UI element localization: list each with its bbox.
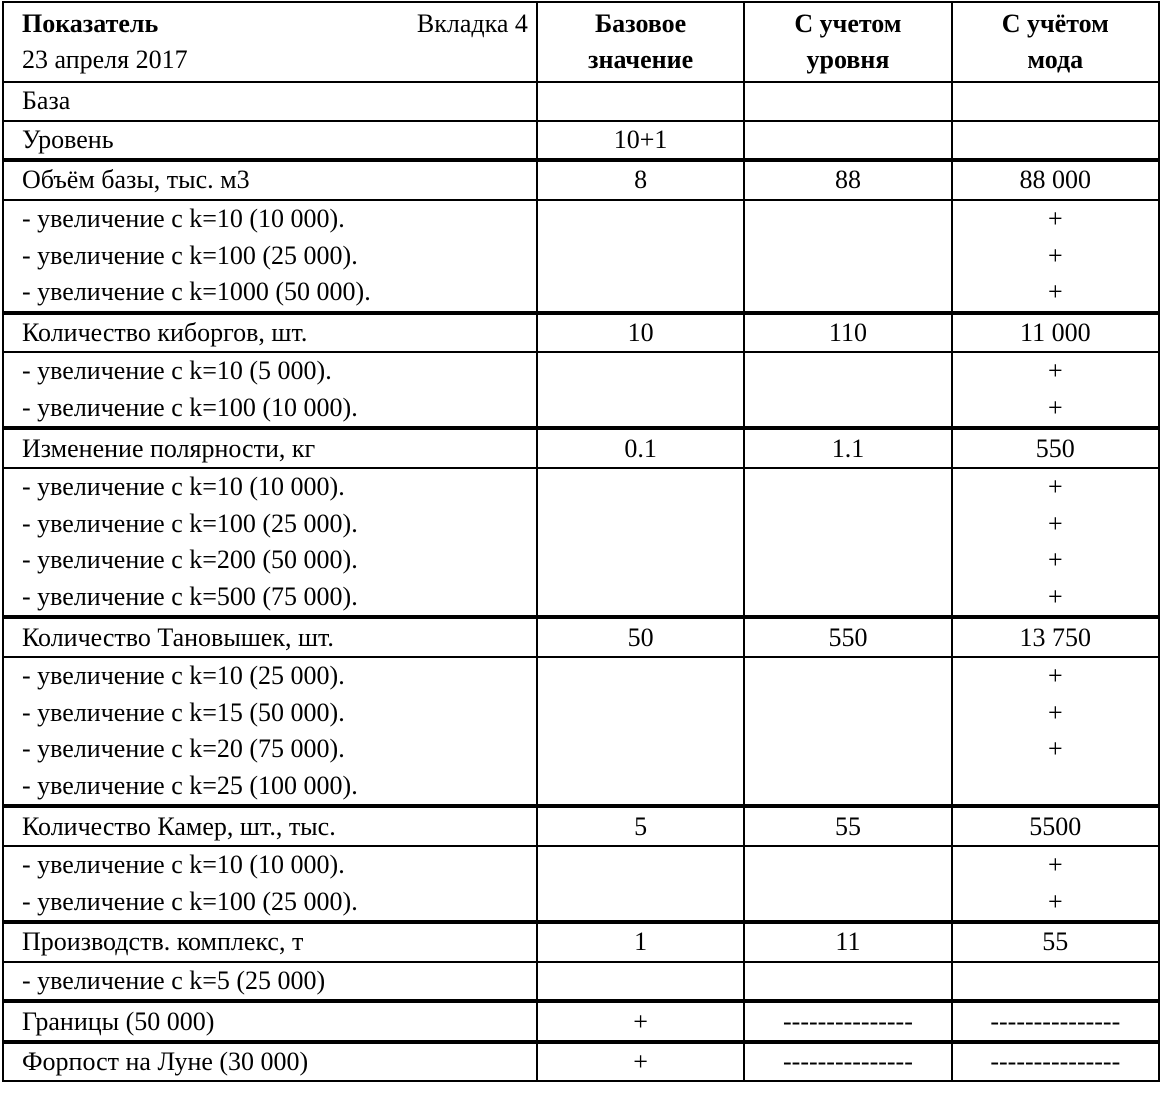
base-value-cell: + — [537, 1001, 744, 1042]
table-row — [3, 313, 1159, 353]
row-label: - увеличение с k=200 (50 000). — [3, 542, 537, 579]
row-label: - увеличение с k=100 (10 000). — [3, 390, 537, 429]
base-value-cell — [537, 468, 744, 506]
row-label: - увеличение с k=10 (25 000). — [3, 657, 537, 695]
level-value-cell: 110 — [744, 313, 951, 353]
mod-value-cell: 550 — [952, 428, 1159, 468]
level-value-cell — [744, 731, 951, 768]
row-label: Границы (50 000) — [3, 1001, 537, 1042]
row-label: Уровень — [3, 121, 537, 161]
table-row — [3, 274, 1159, 313]
level-value-cell — [744, 657, 951, 695]
row-label: - увеличение с k=1000 (50 000). — [3, 274, 537, 313]
level-value-cell — [744, 579, 951, 618]
header-date: 23 апреля 2017 — [22, 45, 188, 74]
level-value-cell — [744, 846, 951, 884]
mod-value-cell — [952, 962, 1159, 1002]
base-value-cell — [537, 962, 744, 1002]
row-label: Изменение полярности, кг — [3, 428, 537, 468]
row-label: Производств. комплекс, т — [3, 922, 537, 962]
mod-value-cell: + — [952, 883, 1159, 922]
table-row — [3, 883, 1159, 922]
level-value-cell — [744, 237, 951, 274]
table-row — [3, 579, 1159, 618]
table-row — [3, 428, 1159, 468]
table-row — [3, 542, 1159, 579]
mod-value-cell: + — [952, 731, 1159, 768]
level-value-cell — [744, 768, 951, 807]
level-value-cell — [744, 274, 951, 313]
mod-value-cell: + — [952, 352, 1159, 390]
table-row — [3, 237, 1159, 274]
row-label: Количество Тановышек, шт. — [3, 617, 537, 657]
table-row — [3, 390, 1159, 429]
header-indicator-label: Показатель — [22, 9, 159, 38]
level-value-cell — [744, 390, 951, 429]
base-value-cell — [537, 883, 744, 922]
mod-value-cell — [952, 768, 1159, 807]
mod-value-cell: + — [952, 657, 1159, 695]
mod-value-cell: + — [952, 468, 1159, 506]
table-row — [3, 200, 1159, 238]
base-value-cell: 0.1 — [537, 428, 744, 468]
mod-value-cell: 88 000 — [952, 160, 1159, 200]
table-row — [3, 922, 1159, 962]
base-value-cell: 10+1 — [537, 121, 744, 161]
base-value-cell — [537, 506, 744, 543]
table-row — [3, 1001, 1159, 1042]
level-value-cell — [744, 506, 951, 543]
level-value-cell: 55 — [744, 806, 951, 846]
base-value-cell: 8 — [537, 160, 744, 200]
table-row — [3, 657, 1159, 695]
mod-value-cell: + — [952, 237, 1159, 274]
level-value-cell: 11 — [744, 922, 951, 962]
table-row — [3, 1042, 1159, 1082]
indicator-table — [2, 1, 1160, 1082]
table-row — [3, 617, 1159, 657]
level-value-cell — [744, 352, 951, 390]
base-value-cell — [537, 200, 744, 238]
base-value-cell — [537, 352, 744, 390]
header-with-level: С учетом уровня — [744, 2, 951, 82]
header-tab-label: Вкладка 4 — [416, 9, 528, 38]
base-value-cell — [537, 274, 744, 313]
base-value-cell — [537, 846, 744, 884]
level-value-cell — [744, 542, 951, 579]
base-value-cell: 5 — [537, 806, 744, 846]
mod-value-cell: + — [952, 506, 1159, 543]
row-label: - увеличение с k=100 (25 000). — [3, 506, 537, 543]
row-label: Форпост на Луне (30 000) — [3, 1042, 537, 1082]
row-label: - увеличение с k=20 (75 000). — [3, 731, 537, 768]
table-row — [3, 506, 1159, 543]
table-row — [3, 468, 1159, 506]
table-row — [3, 352, 1159, 390]
level-value-cell: --------------- — [744, 1042, 951, 1082]
mod-value-cell: + — [952, 274, 1159, 313]
level-value-cell — [744, 200, 951, 238]
level-value-cell: 550 — [744, 617, 951, 657]
base-value-cell — [537, 731, 744, 768]
level-value-cell — [744, 695, 951, 732]
level-value-cell — [744, 962, 951, 1002]
table-row — [3, 121, 1159, 161]
row-label: - увеличение с k=100 (25 000). — [3, 237, 537, 274]
base-value-cell: 50 — [537, 617, 744, 657]
mod-value-cell: + — [952, 542, 1159, 579]
header-with-mod: С учётом мода — [952, 2, 1159, 82]
mod-value-cell: + — [952, 579, 1159, 618]
table-row — [3, 806, 1159, 846]
base-value-cell — [537, 695, 744, 732]
row-label: - увеличение с k=10 (10 000). — [3, 468, 537, 506]
row-label: Количество киборгов, шт. — [3, 313, 537, 353]
header-indicator-cell — [3, 2, 537, 82]
mod-value-cell — [952, 82, 1159, 121]
table-row — [3, 962, 1159, 1002]
mod-value-cell: 55 — [952, 922, 1159, 962]
header-base-value: Базовое значение — [537, 2, 744, 82]
level-value-cell — [744, 82, 951, 121]
mod-value-cell: + — [952, 695, 1159, 732]
base-value-cell — [537, 82, 744, 121]
level-value-cell: 1.1 — [744, 428, 951, 468]
row-label: - увеличение с k=10 (10 000). — [3, 846, 537, 884]
row-label: - увеличение с k=25 (100 000). — [3, 768, 537, 807]
base-value-cell — [537, 657, 744, 695]
level-value-cell: 88 — [744, 160, 951, 200]
table-row — [3, 731, 1159, 768]
row-label: - увеличение с k=10 (5 000). — [3, 352, 537, 390]
row-label: - увеличение с k=10 (10 000). — [3, 200, 537, 238]
mod-value-cell: 13 750 — [952, 617, 1159, 657]
table-row — [3, 160, 1159, 200]
mod-value-cell: 11 000 — [952, 313, 1159, 353]
table-body — [3, 82, 1159, 1081]
mod-value-cell: + — [952, 846, 1159, 884]
table-row — [3, 768, 1159, 807]
row-label: - увеличение с k=5 (25 000) — [3, 962, 537, 1002]
table-row — [3, 846, 1159, 884]
base-value-cell — [537, 542, 744, 579]
mod-value-cell: 5500 — [952, 806, 1159, 846]
table-row — [3, 695, 1159, 732]
level-value-cell — [744, 883, 951, 922]
row-label: Объём базы, тыс. м3 — [3, 160, 537, 200]
row-label: Количество Камер, шт., тыс. — [3, 806, 537, 846]
base-value-cell: 10 — [537, 313, 744, 353]
base-value-cell: + — [537, 1042, 744, 1082]
base-value-cell — [537, 390, 744, 429]
base-value-cell — [537, 579, 744, 618]
row-label: - увеличение с k=100 (25 000). — [3, 883, 537, 922]
row-label: - увеличение с k=500 (75 000). — [3, 579, 537, 618]
table-header-row — [3, 2, 1159, 82]
base-value-cell: 1 — [537, 922, 744, 962]
mod-value-cell: + — [952, 390, 1159, 429]
mod-value-cell: + — [952, 200, 1159, 238]
level-value-cell — [744, 121, 951, 161]
mod-value-cell: --------------- — [952, 1042, 1159, 1082]
table-row — [3, 82, 1159, 121]
mod-value-cell — [952, 121, 1159, 161]
base-value-cell — [537, 237, 744, 274]
row-label: - увеличение с k=15 (50 000). — [3, 695, 537, 732]
row-label: База — [3, 82, 537, 121]
level-value-cell: --------------- — [744, 1001, 951, 1042]
base-value-cell — [537, 768, 744, 807]
level-value-cell — [744, 468, 951, 506]
mod-value-cell: --------------- — [952, 1001, 1159, 1042]
